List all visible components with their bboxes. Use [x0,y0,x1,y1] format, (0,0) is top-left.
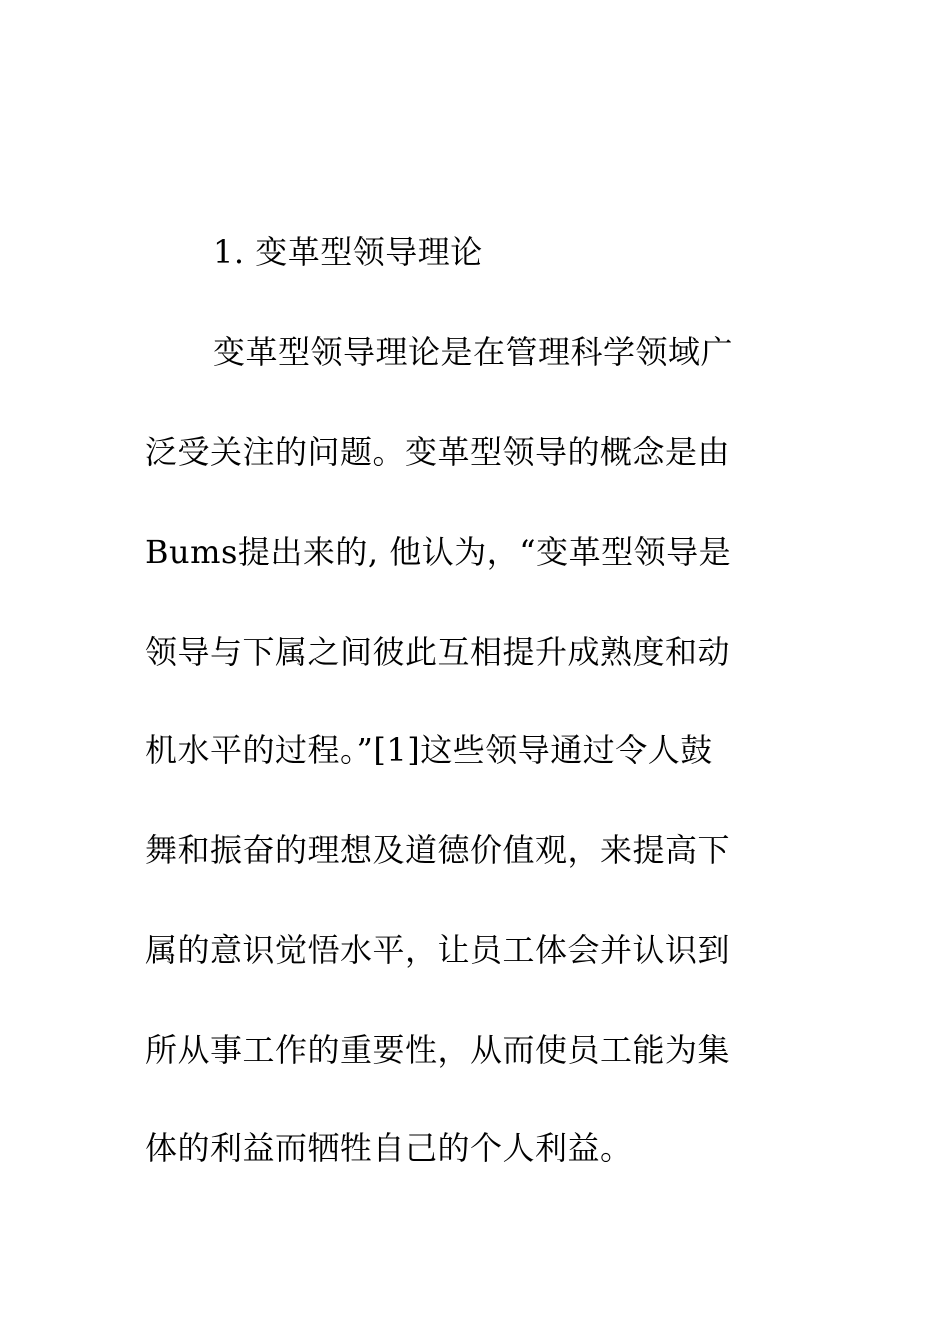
paragraph-line: 舞和振奋的理想及道德价值观，来提高下 [145,831,731,869]
paragraph-line: 所从事工作的重要性，从而使员工能为集 [145,1031,731,1069]
section-heading: 1. 变革型领导理论 [213,233,483,271]
paragraph-line: 变革型领导理论是在管理科学领域广 [213,333,734,371]
paragraph-line: Bums提出来的, 他认为，“变革型领导是 [145,533,732,571]
paragraph-line: 属的意识觉悟水平，让员工体会并认识到 [145,931,731,969]
paragraph-line: 机水平的过程。”[1]这些领导通过令人鼓 [145,731,713,769]
paragraph-line: 领导与下属之间彼此互相提升成熟度和动 [145,633,731,671]
paragraph-line: 泛受关注的问题。变革型领导的概念是由 [145,433,731,471]
paragraph-line: 体的利益而牺牲自己的个人利益。 [145,1129,633,1167]
